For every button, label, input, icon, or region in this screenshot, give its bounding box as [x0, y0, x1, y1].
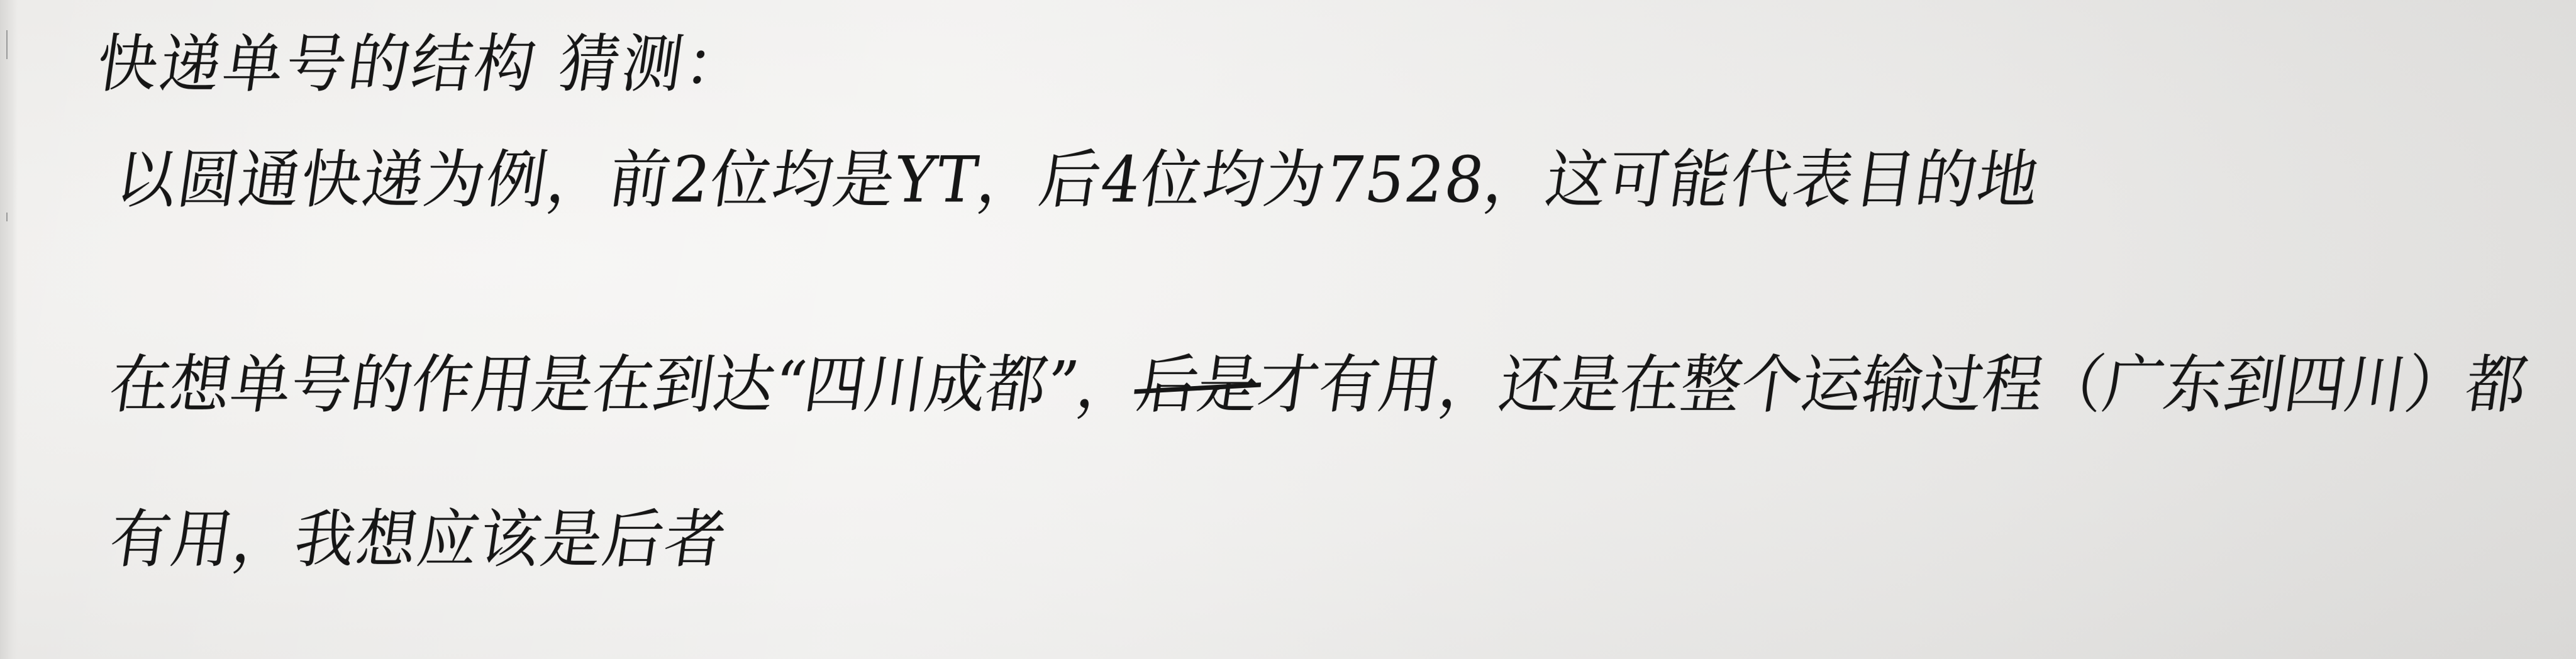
edge-mark — [6, 30, 8, 59]
question-text-end: 才有用，还是在整个运输过程（广东到四川）都 — [1253, 347, 2532, 422]
note-line-question — [104, 347, 2532, 422]
question-text-start: 在想单号的作用是在到达“四川成都”， — [104, 347, 1143, 422]
note-line-conclusion: 有用，我想应该是后者 — [104, 502, 732, 577]
paper-left-edge — [0, 0, 18, 659]
crossed-out-text — [1132, 347, 1264, 422]
edge-mark — [6, 213, 8, 221]
note-line-example: 以圆通快递为例，前2位均是YT，后4位均为7528，这可能代表目的地 — [111, 142, 2045, 217]
note-title-line: 快递单号的结构 猜测： — [92, 26, 753, 101]
crossed-out-word: 后是 — [1132, 347, 1264, 422]
